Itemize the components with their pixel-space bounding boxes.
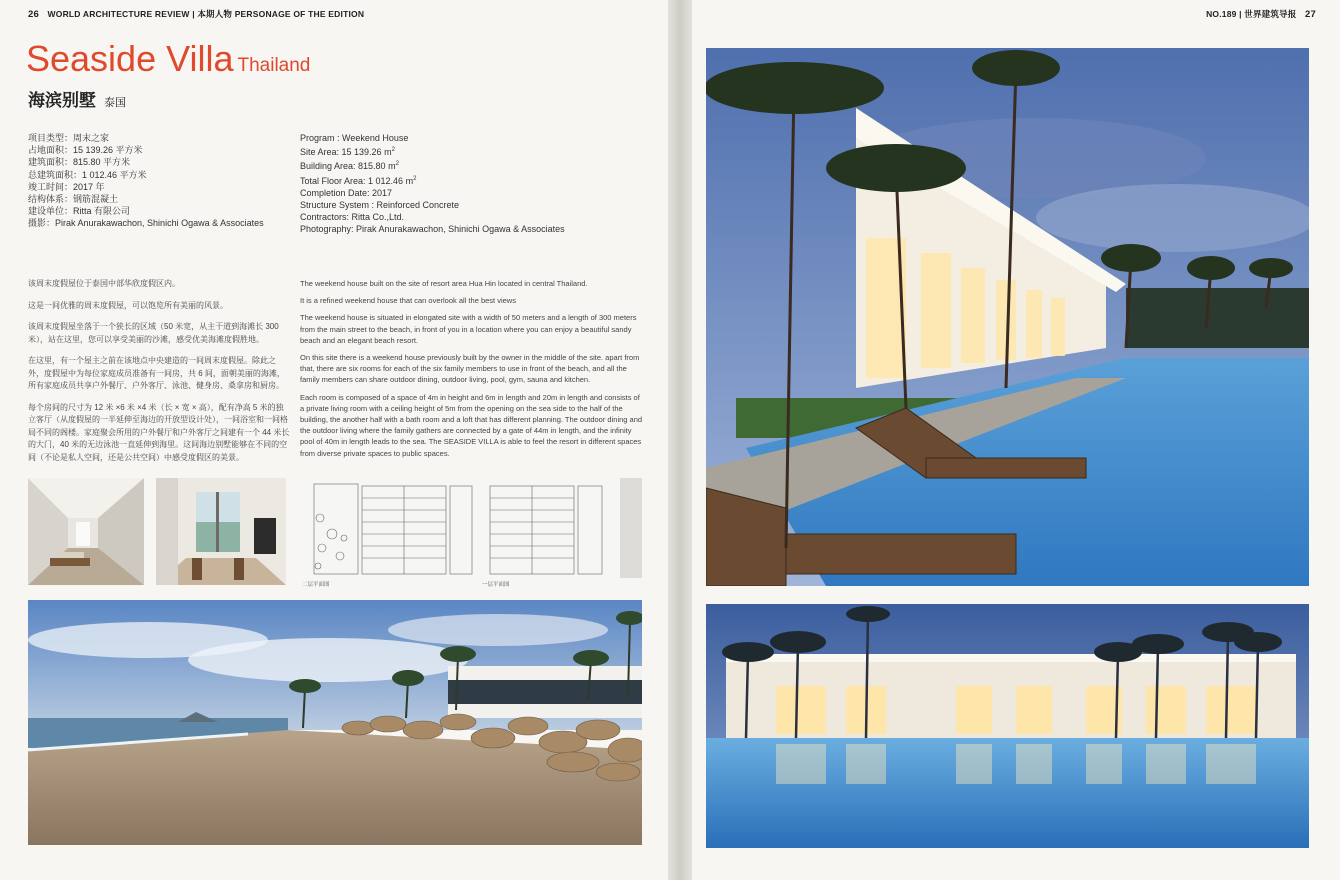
spec-line: 建设单位：Ritta 有限公司: [28, 206, 131, 217]
running-header-right: [1206, 8, 1316, 20]
paragraph-cn: 这是一间优雅的周末度假屋，可以饱览所有美丽的风景。: [28, 300, 228, 310]
title-cn-sub: 泰国: [104, 97, 126, 109]
spec-line: 占地面积：15 139.26 平方米: [28, 145, 143, 156]
header-left-text: WORLD ARCHITECTURE REVIEW | 本期人物 PERSONAGE OF THE EDITION: [47, 9, 365, 19]
paragraph-cn: 该周末度假屋坐落于一个狭长的区域（50 米宽，从主干道到海滩长 300 米），站在这里，您可以享受美丽的沙滩，感受优美海滩度假胜地。: [28, 322, 279, 344]
spec-line: 摄影：Pirak Anurakawachon, Shinichi Ogawa & Associates: [28, 218, 264, 229]
paragraph-en: It is a refined weekend house that can overlook all the best views: [300, 296, 516, 306]
villa-facade-photo: [706, 604, 1309, 848]
page-number-left: 26: [28, 9, 39, 20]
article-title: [26, 38, 310, 80]
body-text-en: [300, 278, 644, 465]
pool-dusk-photo: [706, 48, 1309, 586]
spec-contractors: Contractors: Ritta Co.,Ltd.: [300, 212, 405, 223]
spec-structure: Structure System : Reinforced Concrete: [300, 200, 460, 211]
paragraph-cn: 该周末度假屋位于泰国中部华欣度假区内。: [28, 279, 180, 288]
left-page: [0, 0, 668, 880]
spec-building-area: Building Area: 815.80 $m^2$: [300, 161, 399, 172]
paragraph-en: The weekend house built on the site of resort area Hua Hin located in central Thailand.: [300, 279, 588, 288]
running-header-left: [28, 8, 364, 20]
article-title-cn: [28, 86, 126, 111]
spec-line: 竣工时间：2017 年: [28, 181, 105, 192]
page-gutter: [668, 0, 692, 880]
spec-line: 建筑面积：815.80 平方米: [28, 157, 131, 168]
beach-photo: [28, 600, 642, 845]
corridor-photo: [28, 478, 144, 585]
title-sub: Thailand: [237, 55, 311, 76]
header-right-text: NO.189 | 世界建筑导报: [1206, 9, 1297, 19]
spec-photography: Photography: Pirak Anurakawachon, Shinichi Ogawa & Associates: [300, 224, 565, 235]
paragraph-cn: 每个房间的尺寸为 12 米 ×6 米 ×4 米（长 × 宽 × 高），配有净高 5 米的独立客厅（从度假屋的一半延伸至海边的开放型设计处），一间浴室和一间格局不同的阁楼。家庭聚会所用的户外餐厅和户外客厅之间建有一个 44 米长的大门，40 米的无边泳池一直延伸到海里。这间海边别墅能够在不同的空间（不论是私人空间，还是公共空间）中感受度假区的美景。: [28, 402, 290, 462]
right-page: [692, 0, 1340, 880]
paragraph-en: Each room is composed of a space of 4m in height and 6m in length and 20m in length and consists of a private living room with a ceiling height of 5m from the opening on the sea side to the half of the building, the another half with a bath room and a loft that has different planning. The outdoor dining and the outdoor living where the family gathers are connected by a gate of 44m in length, and the infinity pool of 40m in length leads to the sea. The SEASIDE VILLA is able to feel the resort in different spaces from diverse private spaces to public spaces.: [300, 392, 643, 458]
body-text-cn: [28, 278, 290, 473]
floor-plans: [300, 478, 642, 588]
paragraph-en: On this site there is a weekend house previously built by the owner in the middle of the site. apart from that, there are six rooms for each of the six family members to use in front of the beach, and all the family members can share outdoor dining, outdoor living, pool, gym, sauna and kitchen.: [300, 353, 640, 385]
plan-caption-ground: 一层平面图: [482, 582, 510, 588]
interior-photo: [156, 478, 286, 585]
paragraph-en: The weekend house is situated in elongated site with a width of 50 meters and a length of 300 meters from the main street to the beach, in front of you in a location where you can enjoy a beautiful sandy beach and an elegant beach resort.: [300, 313, 637, 345]
project-specs-en: [300, 132, 640, 236]
spec-completion: Completion Date: 2017: [300, 187, 393, 198]
spec-site-area: Site Area: 15 139.26 $m^2$: [300, 147, 395, 158]
page-number-right: 27: [1305, 9, 1316, 20]
spec-total-floor-area: Total Floor Area: 1 012.46 $m^2$: [300, 175, 417, 186]
project-specs-cn: [28, 132, 288, 230]
spec-line: 结构体系：钢筋混凝土: [28, 194, 119, 205]
spec-program: Program : Weekend House: [300, 133, 409, 143]
spec-line: 项目类型：周末之家: [28, 133, 110, 143]
spec-line: 总建筑面积：1 012.46 平方米: [28, 169, 147, 180]
title-cn-main: 海滨别墅: [28, 91, 96, 110]
plan-caption-upper: 二层平面图: [302, 582, 330, 588]
title-main: Seaside Villa: [26, 38, 234, 79]
paragraph-cn: 在这里，有一个屋主之前在该地点中央建造的一间周末度假屋。除此之外，度假屋中为每位家庭成员准备有一间房，共 6 间，面朝美丽的海滩，所有家庭成员共享户外餐厅、户外客厅、泳池、健身房、桑拿房和厨房。: [28, 356, 285, 390]
